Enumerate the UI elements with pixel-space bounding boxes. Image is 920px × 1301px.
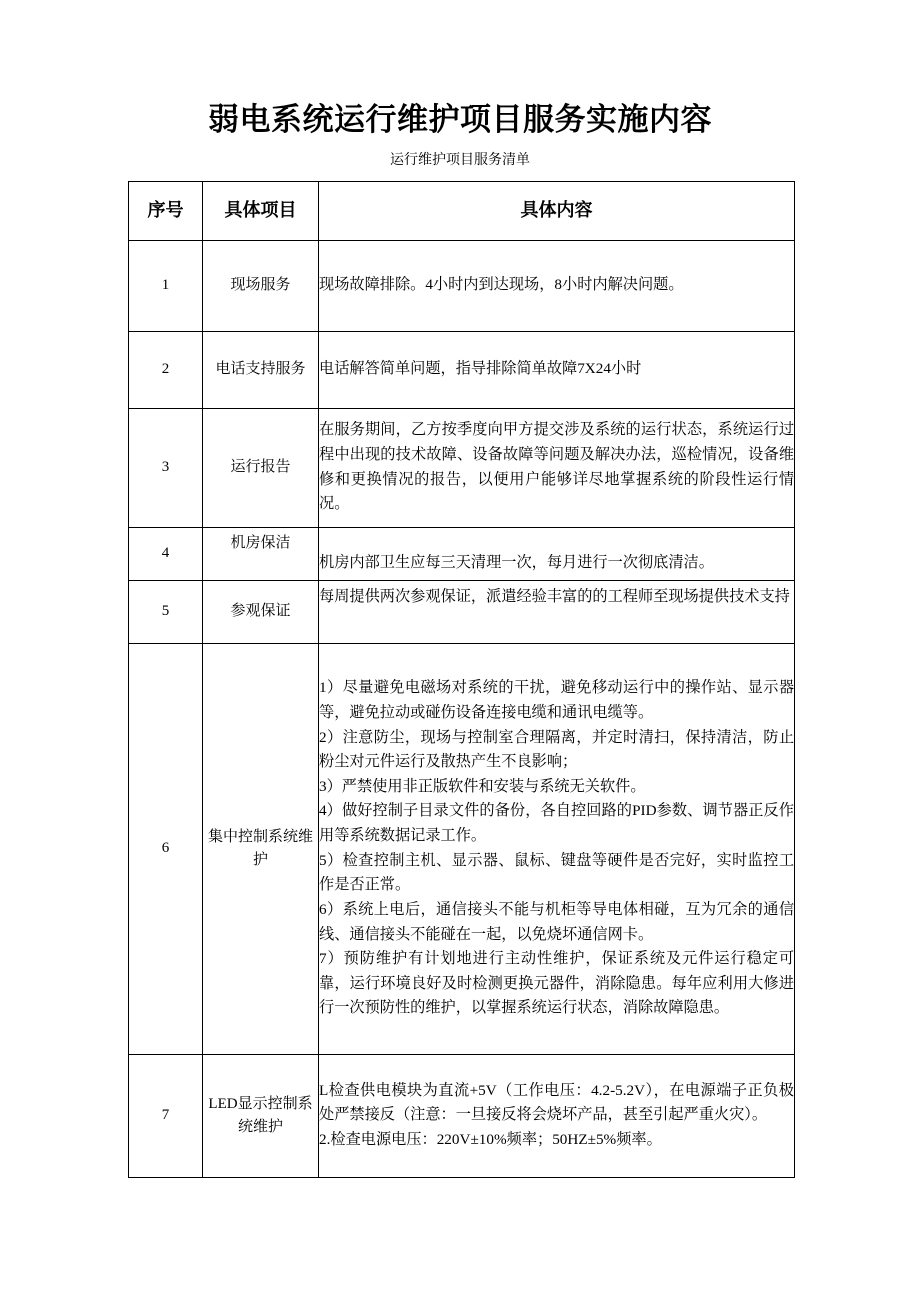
row-number: 5	[129, 580, 203, 643]
detail-line: 3）严禁使用非正版软件和安装与系统无关软件。	[319, 777, 646, 795]
row-detail	[319, 1054, 795, 1177]
row-number: 4	[129, 527, 203, 580]
detail-line: 在服务期间，乙方按季度向甲方提交涉及系统的运行状态，系统运行过程中出现的技术故障、设备故障等问题及解决办法，巡检情况，设备维修和更换情况的报告，以便用户能够详尽地掌握系统的阶段性运行情况。	[319, 421, 794, 513]
detail-line: 2.检查电源电压：220V±10%频率；50HZ±5%频率。	[319, 1130, 662, 1148]
table-row	[129, 643, 795, 1054]
column-header-detail: 具体内容	[319, 181, 795, 240]
table-row	[129, 408, 795, 527]
page-title: 弱电系统运行维护项目服务实施内容	[208, 102, 712, 138]
detail-line: 7）预防维护有计划地进行主动性维护，保证系统及元件运行稳定可靠，运行环境良好及时检测更换元器件，消除隐患。每年应利用大修进行一次预防性的维护，以掌握系统运行状态，消除故障隐患。	[319, 950, 794, 1017]
detail-line: 4）做好控制子目录文件的备份，各自控回路的PID参数、调节器正反作用等系统数据记录工作。	[319, 802, 794, 845]
row-number: 3	[129, 408, 203, 527]
row-detail	[319, 580, 795, 643]
detail-line: 1）尽量避免电磁场对系统的干扰，避免移动运行中的操作站、显示器等，避免拉动或碰伤设备连接电缆和通讯电缆等。	[319, 679, 794, 721]
table-header-row	[129, 181, 795, 240]
detail-line: 2）注意防尘，现场与控制室合理隔离，并定时清扫，保持清洁，防止粉尘对元件运行及散热产生不良影响；	[319, 728, 794, 771]
row-item-name: 运行报告	[203, 408, 319, 527]
row-item-name: 集中控制系统维护	[203, 643, 319, 1054]
detail-line: 现场故障排除。4小时内到达现场，8小时内解决问题。	[319, 276, 684, 294]
row-detail	[319, 331, 795, 408]
table-row	[129, 1054, 795, 1177]
row-number: 6	[129, 643, 203, 1054]
detail-line: 6）系统上电后，通信接头不能与机柜等导电体相碰，互为冗余的通信线、通信接头不能碰在一起，以免烧坏通信网卡。	[319, 900, 794, 943]
row-number: 7	[129, 1054, 203, 1177]
detail-line: 每周提供两次参观保证，派遣经验丰富的的工程师至现场提供技术支持	[319, 587, 790, 605]
row-number: 2	[129, 331, 203, 408]
detail-line: 电话解答简单问题，指导排除简单故障7X24小时	[319, 360, 642, 378]
row-detail	[319, 408, 795, 527]
row-detail	[319, 527, 795, 580]
row-item-name: 电话支持服务	[203, 331, 319, 408]
detail-line: 5）检查控制主机、显示器、鼠标、键盘等硬件是否完好，实时监控工作是否正常。	[319, 851, 794, 894]
detail-line: 机房内部卫生应每三天清理一次，每月进行一次彻底清洁。	[319, 554, 714, 572]
row-item-name: LED显示控制系统维护	[203, 1054, 319, 1177]
row-detail	[319, 240, 795, 331]
row-item-name: 现场服务	[203, 240, 319, 331]
table-row	[129, 580, 795, 643]
row-number: 1	[129, 240, 203, 331]
detail-line: L检查供电模块为直流+5V（工作电压：4.2-5.2V），在电源端子正负极处严禁接反（注意：一旦接反将会烧坏产品，甚至引起严重火灾）。	[319, 1081, 794, 1124]
table-row	[129, 527, 795, 580]
service-list-table	[128, 181, 795, 1178]
page-subtitle: 运行维护项目服务清单	[390, 152, 530, 168]
column-header-no: 序号	[129, 181, 203, 240]
row-detail	[319, 643, 795, 1054]
table-row	[129, 331, 795, 408]
row-item-name: 机房保洁	[203, 527, 319, 580]
column-header-item: 具体项目	[203, 181, 319, 240]
row-item-name: 参观保证	[203, 580, 319, 643]
table-row	[129, 240, 795, 331]
